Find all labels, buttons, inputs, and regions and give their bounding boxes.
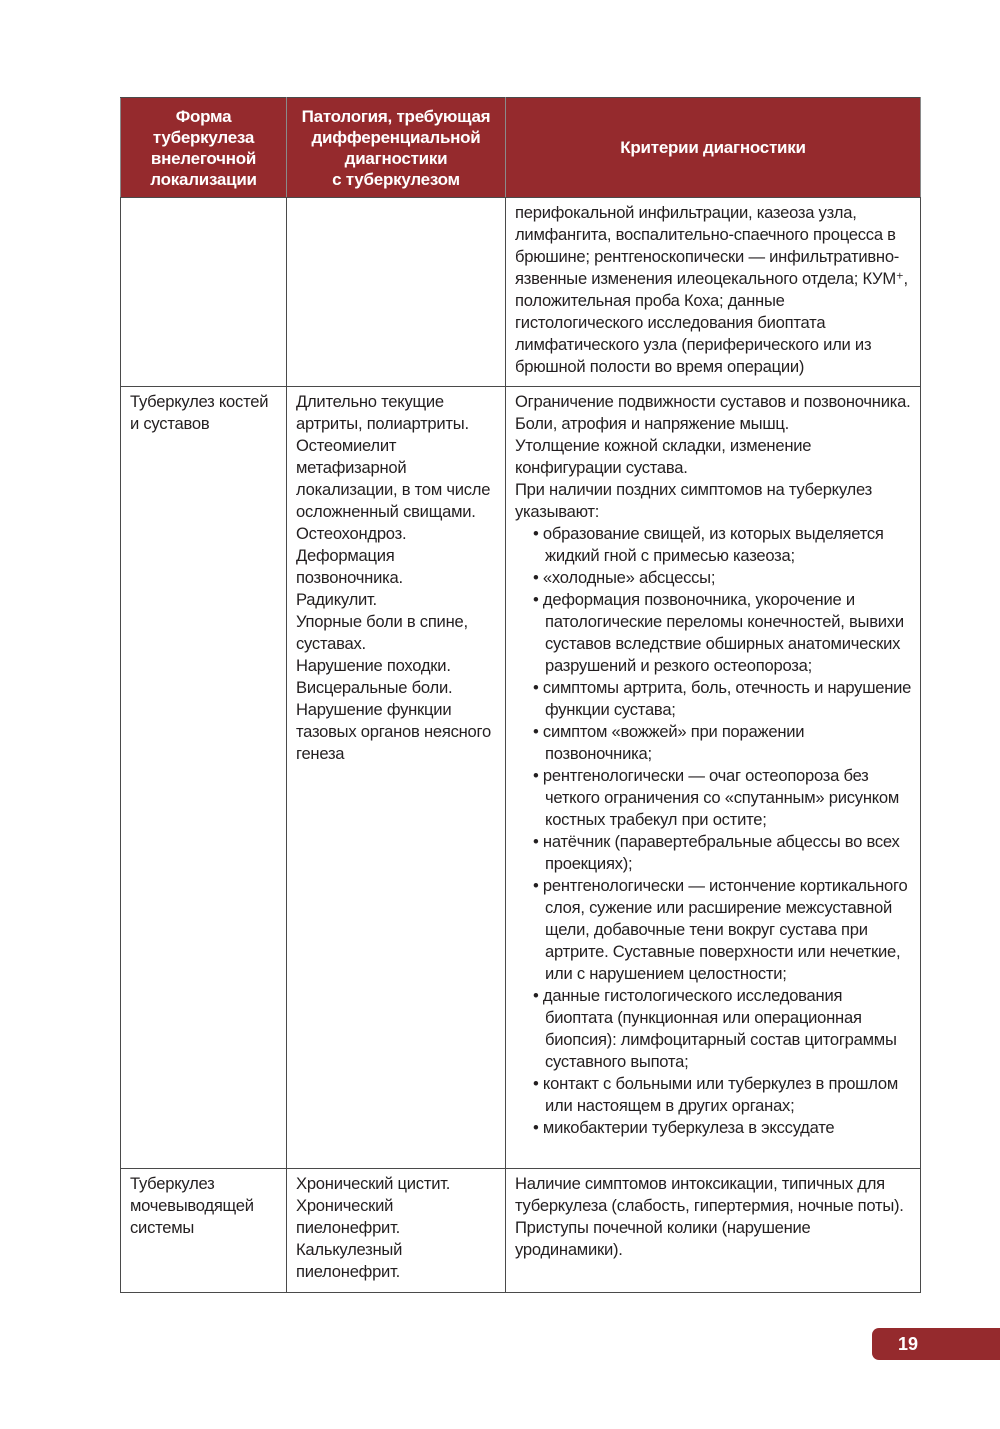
text-line: Упорные боли в спине, суставах. bbox=[296, 612, 468, 653]
header-form bbox=[121, 98, 287, 198]
header-line: с туберкулезом bbox=[332, 169, 460, 189]
text-line: Деформация позвоночника. bbox=[296, 546, 403, 587]
bullet-item: • рентгенологически — истончение кортикального слоя, сужение или расширение межсуставной щели, добавочные тени вокруг сустава при артрите. Суставные поверхности или нечеткие, или с нарушением целостности; bbox=[533, 876, 908, 983]
bullet-item: • контакт с больными или туберкулез в прошлом или настоящем в других органах; bbox=[533, 1074, 898, 1115]
form-cell bbox=[121, 387, 287, 1169]
text-line: Калькулезный пиелонефрит. bbox=[296, 1240, 403, 1281]
header-line: диагностики bbox=[344, 148, 448, 168]
criteria-cell bbox=[506, 1169, 921, 1293]
text-line: Остеомиелит метафизарной локализации, в том числе осложненный свищами. bbox=[296, 436, 491, 521]
form-cell bbox=[121, 1169, 287, 1293]
table-row bbox=[121, 198, 921, 387]
header-line: туберкулеза bbox=[152, 127, 255, 147]
text-line: Нарушение походки. bbox=[296, 656, 451, 675]
text-line: Наличие симптомов интоксикации, типичных для туберкулеза (слабость, гипертермия, ночные поты). bbox=[515, 1174, 904, 1215]
pathology-cell bbox=[287, 387, 506, 1169]
text-line: При наличии поздних симптомов на туберкулез указывают: bbox=[515, 480, 872, 521]
text-line: перифокальной инфильтрации, казеоза узла, лимфангита, воспалительно-спаечного процесса в брюшине; рентгеноскопически — инфильтративно-язвенные изменения илеоцекального отдела; КУМ⁺, положительная проба Коха; данные гистологического исследования биоптата лимфатического узла (периферического или из брюшной полости во время операции) bbox=[515, 203, 908, 376]
bullet-item: • симптомы артрита, боль, отечность и нарушение функции сустава; bbox=[533, 678, 912, 719]
text-line: Длительно текущие артриты, полиартриты. bbox=[296, 392, 469, 433]
text-line: Боли, атрофия и напряжение мышц. bbox=[515, 414, 790, 433]
bullet-item: • образование свищей, из которых выделяется жидкий гной с примесью казеоза; bbox=[533, 524, 884, 565]
pathology-cell bbox=[287, 198, 506, 387]
text-line: Хронический цистит. bbox=[296, 1174, 451, 1193]
text-line: Туберкулез костей и суставов bbox=[130, 392, 269, 433]
bullet-item: • данные гистологического исследования биоптата (пункционная или операционная биопсия): лимфоцитарный состав цитограммы суставного выпота; bbox=[533, 986, 897, 1071]
text-line: Хронический пиелонефрит. bbox=[296, 1196, 400, 1237]
page-number: 19 bbox=[872, 1328, 1000, 1360]
bullet-item: • деформация позвоночника, укорочение и патологические переломы конечностей, вывихи суставов вследствие обширных анатомических разрушений и резкого остеопороза; bbox=[533, 590, 904, 675]
text-line: Туберкулез мочевыводящей системы bbox=[130, 1174, 254, 1237]
text-line: Нарушение функции тазовых органов неясного генеза bbox=[296, 700, 491, 763]
text-line: Радикулит. bbox=[296, 590, 377, 609]
text-line: Остеохондроз. bbox=[296, 524, 407, 543]
bullet-item: • симптом «вожжей» при поражении позвоночника; bbox=[533, 722, 805, 763]
table-row bbox=[121, 387, 921, 1169]
header-line: локализации bbox=[150, 169, 257, 189]
text-line: Утолщение кожной складки, изменение конфигурации сустава. bbox=[515, 436, 812, 477]
header-line: Форма bbox=[175, 106, 232, 126]
diagnostics-table bbox=[120, 97, 921, 1293]
table-row bbox=[121, 1169, 921, 1293]
table-body bbox=[121, 198, 921, 1293]
bullet-item: • рентгенологически — очаг остеопороза без четкого ограничения со «спутанным» рисунком костных трабекул при остите; bbox=[533, 766, 900, 829]
header-line: дифференциальной bbox=[311, 127, 481, 147]
header-line: Критерии диагностики bbox=[620, 138, 806, 157]
criteria-cell bbox=[506, 387, 921, 1169]
text-line: Ограничение подвижности суставов и позвоночника. bbox=[515, 392, 911, 411]
text-line: Висцеральные боли. bbox=[296, 678, 453, 697]
table-header-row bbox=[121, 98, 921, 198]
header-criteria bbox=[506, 98, 921, 198]
header-pathology bbox=[287, 98, 506, 198]
bullet-item: • «холодные» абсцессы; bbox=[533, 568, 716, 587]
bullet-item: • натёчник (паравертебральные абцессы во всех проекциях); bbox=[533, 832, 900, 873]
text-line: Приступы почечной колики (нарушение уродинамики). bbox=[515, 1218, 811, 1259]
criteria-cell bbox=[506, 198, 921, 387]
pathology-cell bbox=[287, 1169, 506, 1293]
header-line: внелегочной bbox=[150, 148, 257, 168]
form-cell bbox=[121, 198, 287, 387]
header-line: Патология, требующая bbox=[301, 106, 491, 126]
bullet-item: • микобактерии туберкулеза в экссудате bbox=[533, 1118, 835, 1137]
